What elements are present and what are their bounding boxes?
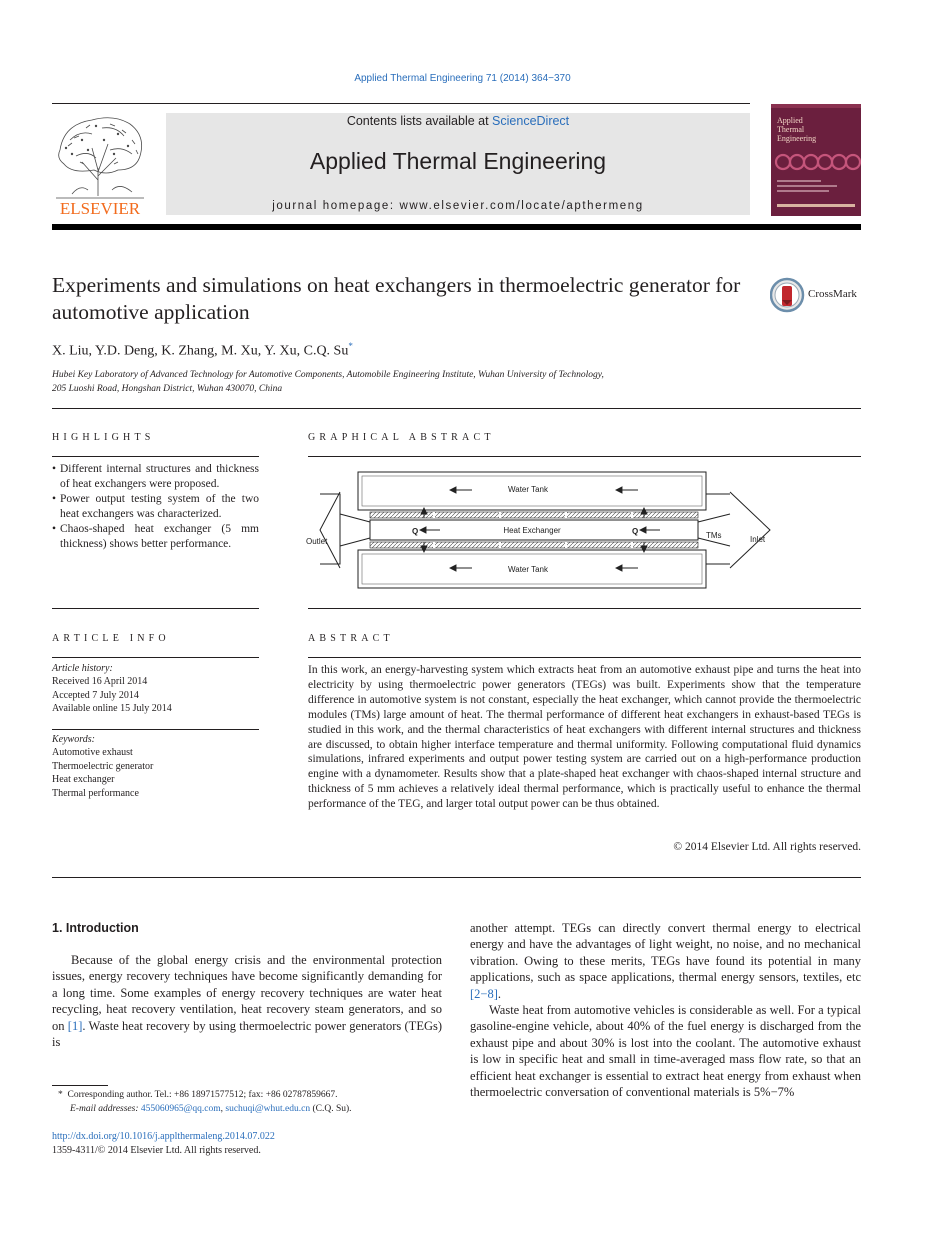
graphical-abstract-rule [308, 456, 861, 457]
email-suffix: (C.Q. Su). [310, 1103, 352, 1114]
article-info-heading: ARTICLE INFO [52, 633, 170, 644]
crossmark-icon [770, 276, 808, 314]
graphical-abstract-figure[interactable] [300, 464, 780, 594]
authors-text: X. Liu, Y.D. Deng, K. Zhang, M. Xu, Y. Xu, C.Q. Su [52, 343, 349, 359]
author-list [52, 341, 353, 360]
intro-text: another attempt. TEGs can directly convert thermal energy to electrical energy and have the advantages of light weight, no noise, and no mechanical vibration. Owing to these merits, TEGs have found its potential in many applications, such as space applications, thermal energy sensors, textiles, etc [470, 921, 861, 985]
header-top-rule [52, 103, 750, 104]
issn-copyright: 1359-4311/© 2014 Elsevier Ltd. All rights reserved. [52, 1145, 261, 1156]
elsevier-logo[interactable] [52, 110, 148, 218]
label-outlet: Outlet [306, 537, 328, 546]
keywords-label: Keywords: [52, 734, 95, 745]
intro-paragraph [470, 920, 861, 1002]
contents-prefix: Contents lists available at [346, 114, 493, 128]
cover-title-line-1: Applied [777, 116, 803, 125]
affiliation-rule [52, 408, 861, 409]
highlights-bottom-rule [52, 608, 259, 609]
contact-details: Corresponding author. Tel.: +86 18971577512; fax: +86 02787859667. [67, 1090, 338, 1100]
homepage-url[interactable]: www.elsevier.com/locate/apthermeng [399, 200, 644, 212]
contents-line [166, 114, 750, 128]
homepage-prefix: journal homepage: [272, 200, 400, 212]
received-date: Received 16 April 2014 [52, 676, 148, 688]
article-history [52, 662, 259, 716]
keyword: Automotive exhaust [52, 747, 133, 759]
intro-paragraph: Waste heat from automotive vehicles is considerable as well. For a typical gasoline-engine vehicle, about 40% of the fuel energy is discharged from the exhaust pipe and about 30% is lost into the coolant. The automotive exhaust is low in specific heat and small in time-averaged mass flow rate, so that an efficient heat exchanger is essential to extract heat energy from exhaust when thermoelectric conversation of conventional materials is 5%−7% [470, 1003, 861, 1100]
label-tms: TMs [706, 531, 722, 540]
crossmark-badge[interactable] [770, 276, 865, 314]
heat-exchanger-diagram [300, 464, 780, 594]
email-separator: , [220, 1103, 226, 1114]
footnote-mark: * [58, 1090, 63, 1100]
crossmark-label: CrossMark [808, 288, 857, 300]
affiliation-line-2: 205 Luoshi Road, Hongshan District, Wuhan 430070, China [52, 383, 283, 394]
elsevier-wordmark: ELSEVIER [59, 199, 141, 218]
history-label: Article history: [52, 663, 113, 674]
highlight-item: • Chaos-shaped heat exchanger (5 mm thickness) shows better performance. [52, 522, 259, 552]
reference-link[interactable]: [2−8] [470, 986, 498, 1001]
label-inlet: Inlet [750, 535, 766, 544]
highlights-list [52, 462, 259, 552]
highlights-heading: HIGHLIGHTS [52, 432, 155, 443]
intro-text: . Waste heat recovery by using thermoelectric power generators (TEGs) is [52, 1018, 443, 1050]
tm-layer-top [370, 512, 698, 518]
tm-layer-bottom [370, 542, 698, 548]
label-water-tank-top: Water Tank [507, 485, 549, 494]
article-info-rule [52, 657, 259, 658]
corresponding-author-note [58, 1089, 448, 1103]
highlights-rule [52, 456, 259, 457]
highlight-item: • Different internal structures and thickness of heat exchangers were proposed. [52, 462, 259, 492]
label-water-tank-bottom: Water Tank [507, 565, 549, 574]
abstract-heading: ABSTRACT [308, 633, 394, 644]
cover-title-line-3: Engineering [777, 134, 817, 143]
journal-name: Applied Thermal Engineering [309, 148, 607, 174]
available-date: Available online 15 July 2014 [52, 703, 172, 715]
email-link[interactable]: suchuqi@whut.edu.cn [225, 1103, 311, 1114]
sciencedirect-link[interactable]: ScienceDirect [492, 114, 570, 128]
keyword: Heat exchanger [52, 774, 115, 786]
abstract-rule [308, 657, 861, 658]
header-bar [52, 224, 861, 230]
introduction-heading: 1. Introduction [52, 921, 139, 935]
highlight-item: • Power output testing system of the two heat exchangers was characterized. [52, 492, 259, 522]
elsevier-tree-icon [52, 110, 148, 218]
abstract-text: In this work, an energy-harvesting system which extracts heat from an automotive exhaust pipe and turns the heat into electricity by using thermoelectric power generators (TEGs) was built. Experiments show that the temperature difference in automotive system is not constant, especially the heat exchanger, which cannot provide the thermoelectric modules (TMs) large amount of heat. The thermal performance of different heat exchangers in exhaust-based TEGs is studied in this work, and the thermal characteristics of heat exchangers with different internal structures and thickness are discussed, to obtain higher interface temperature and thermal uniformity. Following computational fluid dynamics simulations, infrared experiments and output power testing system are carried out on a high-performance production engine with a dynamometer. Results show that a plate-shaped heat exchanger with chaos-shaped internal structure and thickness of 5 mm achieves a relatively ideal thermal performance, which is practically useful to enhance the thermal performance of the TEG, and larger total output power can be thus obtained. [308, 664, 861, 811]
graphical-abstract-bottom-rule [308, 608, 861, 609]
article-title: Experiments and simulations on heat exchangers in thermoelectric generator for automotive application [52, 273, 741, 324]
keyword: Thermoelectric generator [52, 760, 154, 772]
intro-text: Because of the global energy crisis and the environmental protection issues, energy recovery techniques have become significantly demanding for a long time. Some examples of energy recovery techniques are water heat recycling, heat recovery ventilation, heat recovery steam generators, and so on [52, 953, 442, 1033]
label-heat-exchanger: Heat Exchanger [503, 526, 561, 535]
reference-link[interactable]: [1] [67, 1018, 83, 1033]
cover-title-line-2: Thermal [777, 125, 805, 134]
corresponding-author-mark[interactable]: * [348, 341, 353, 351]
graphical-abstract-heading: GRAPHICAL ABSTRACT [308, 432, 495, 443]
email-link[interactable]: 455060965@qq.com [140, 1103, 221, 1114]
introduction-right-column [470, 920, 861, 1100]
footnote [58, 1089, 448, 1116]
introduction-left-column [52, 952, 442, 1050]
intro-text: . [497, 986, 501, 1001]
journal-cover-thumbnail[interactable] [771, 104, 861, 216]
keywords-rule [52, 729, 259, 730]
label-q-left: Q [412, 527, 419, 536]
abstract-bottom-rule [52, 877, 861, 878]
doi-link[interactable]: http://dx.doi.org/10.1016/j.applthermaleng.2014.07.022 [52, 1131, 275, 1142]
email-line [58, 1103, 448, 1117]
keyword: Thermal performance [52, 787, 139, 799]
journal-citation[interactable]: Applied Thermal Engineering 71 (2014) 364−370 [354, 73, 571, 84]
keywords [52, 733, 259, 800]
label-q-right: Q [632, 527, 639, 536]
cover-artwork [771, 104, 861, 216]
affiliation [52, 369, 752, 396]
email-label: E-mail addresses: [70, 1103, 139, 1114]
abstract-copyright: © 2014 Elsevier Ltd. All rights reserved. [673, 841, 861, 853]
accepted-date: Accepted 7 July 2014 [52, 689, 139, 701]
footnote-rule [52, 1085, 108, 1086]
homepage-line [166, 200, 750, 212]
affiliation-line-1: Hubei Key Laboratory of Advanced Technology for Automotive Components, Automobile Engineering Institute, Wuhan University of Technology, [52, 370, 604, 380]
